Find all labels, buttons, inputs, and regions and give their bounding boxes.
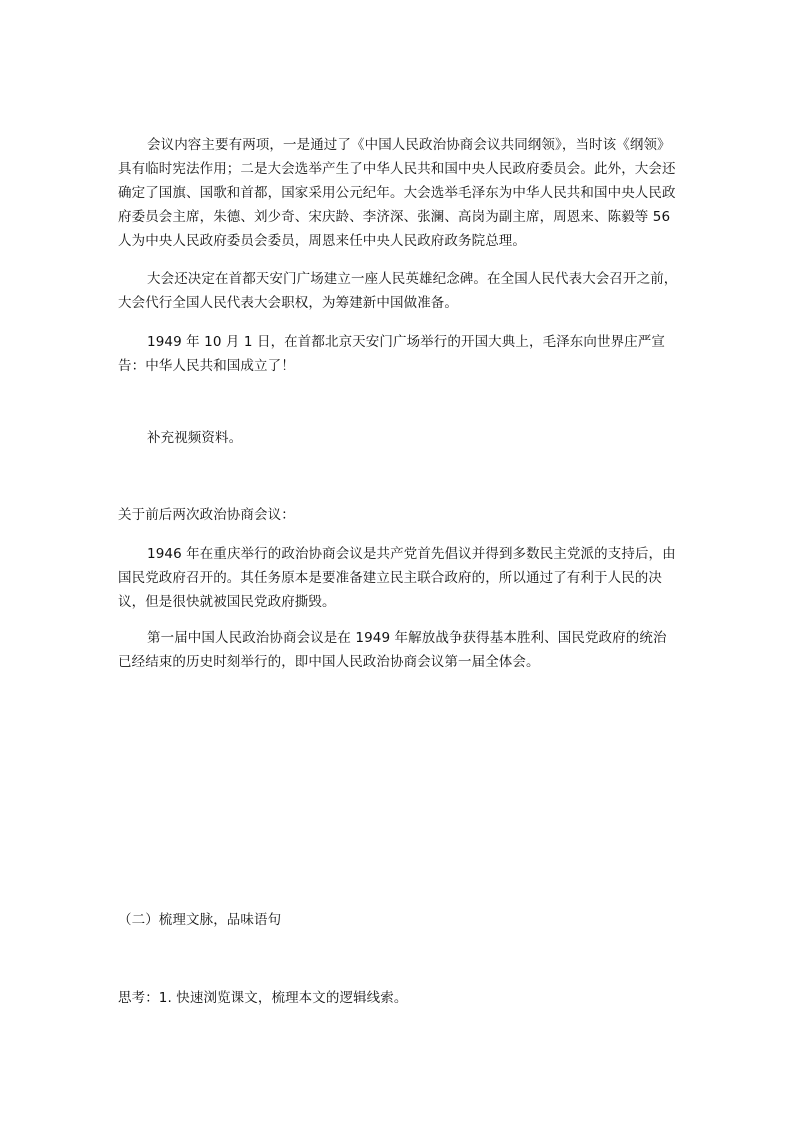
paragraph-founding-ceremony: 1949 年 10 月 1 日，在首都北京天安门广场举行的开国大典上，毛泽东向世界庄严宣告：中华人民共和国成立了！ (118, 334, 665, 374)
paragraph-video-note: 补充视频资料。 (147, 430, 243, 446)
paragraph-thinking-question: 思考：1. 快速浏览课文，梳理本文的逻辑线索。 (118, 990, 408, 1006)
paragraph-monument: 大会还决定在首都天安门广场建立一座人民英雄纪念碑。在全国人民代表大会召开之前，大会代行全国人民代表大会职权，为筹建新中国做准备。 (118, 271, 678, 311)
paragraph-first-cppcc: 第一届中国人民政治协商会议是在 1949 年解放战争获得基本胜利、国民党政府的统治已经结束的历史时刻举行的，即中国人民政治协商会议第一届全体会。 (118, 630, 667, 670)
paragraph-subheading: （二）梳理文脉，品味语句 (118, 912, 282, 928)
paragraph-meeting-content: 会议内容主要有两项，一是通过了《中国人民政治协商会议共同纲领》，当时该《纲领》具有临时宪法作用；二是大会选举产生了中华人民共和国中央人民政府委员会。此外，大会还确定了国旗、国歌和首都，国家采用公元纪年。大会选举毛泽东为中华人民共和国中央人民政府委员会主席，朱德、刘少奇、宋庆龄、李济深、张澜、高岗为副主席，周恩来、陈毅等 56 人为中央人民政府委员会委员，周恩来任中央人民政府政务院总理。 (118, 137, 676, 249)
paragraph-section-heading: 关于前后两次政治协商会议： (118, 507, 295, 523)
paragraph-1946-conference: 1946 年在重庆举行的政治协商会议是共产党首先倡议并得到多数民主党派的支持后，由国民党政府召开的。其任务原本是要准备建立民主联合政府的，所以通过了有利于人民的决议，但是很快就被国民党政府撕毁。 (118, 546, 676, 610)
